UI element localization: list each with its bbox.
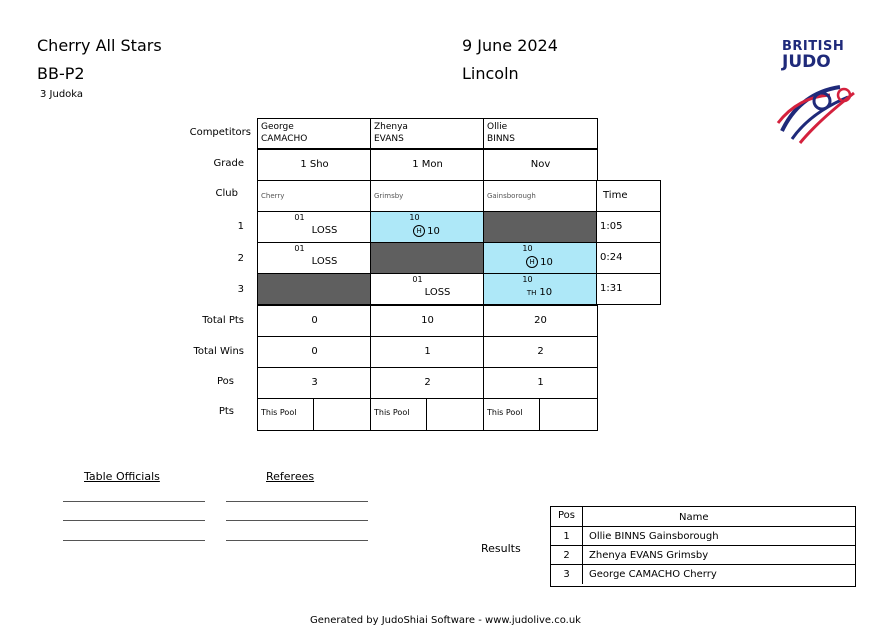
time-header-cell bbox=[596, 180, 661, 212]
match-score: 10 bbox=[522, 244, 533, 253]
referees-heading: Referees bbox=[266, 470, 315, 483]
this-pool-label: This Pool bbox=[487, 408, 523, 417]
results-pos: 2 bbox=[551, 546, 583, 565]
total-pts-value: 10 bbox=[421, 315, 434, 326]
match-time-cell bbox=[596, 211, 661, 243]
pool-sheet-grid bbox=[257, 118, 661, 431]
match-result: LOSS bbox=[424, 287, 451, 298]
label-total-pts: Total Pts bbox=[202, 315, 244, 326]
signature-line bbox=[226, 540, 368, 541]
table-officials-heading: Table Officials bbox=[84, 470, 160, 483]
match-cell bbox=[257, 242, 372, 274]
match-time-cell bbox=[596, 242, 661, 274]
this-pool-label: This Pool bbox=[374, 408, 410, 417]
label-pts: Pts bbox=[218, 406, 234, 417]
pool-pts-cell bbox=[539, 398, 598, 431]
grade-cell bbox=[370, 149, 485, 181]
match-score: 01 bbox=[294, 213, 305, 222]
results-name: George CAMACHO Cherry bbox=[589, 569, 717, 580]
total-wins-cell bbox=[257, 336, 372, 368]
total-wins-cell bbox=[483, 336, 598, 368]
label-competitors: Competitors bbox=[189, 127, 251, 138]
club-cell bbox=[370, 180, 485, 212]
logo-text-judo: JUDO bbox=[782, 52, 831, 72]
total-wins-value: 1 bbox=[424, 346, 431, 357]
label-pos: Pos bbox=[216, 376, 234, 387]
grade-value: 1 Mon bbox=[412, 159, 443, 170]
signature-line bbox=[63, 501, 205, 502]
results-pos-header: Pos bbox=[551, 507, 583, 526]
signature-line bbox=[226, 501, 368, 502]
competitor-last-name: EVANS bbox=[374, 134, 404, 144]
competitor-first-name: Ollie bbox=[487, 122, 508, 132]
results-name: Zhenya EVANS Grimsby bbox=[589, 550, 709, 561]
pool-pts-cell bbox=[313, 398, 372, 431]
total-pts-value: 0 bbox=[311, 315, 318, 326]
hansoku-make-badge: H bbox=[526, 256, 538, 268]
results-pos: 3 bbox=[551, 565, 583, 584]
competitor-cell bbox=[483, 118, 598, 149]
grade-cell bbox=[257, 149, 372, 181]
label-club: Club bbox=[215, 188, 238, 199]
club-value: Gainsborough bbox=[487, 192, 536, 200]
event-date: 9 June 2024 bbox=[462, 36, 558, 55]
logo-text-british: BRITISH bbox=[782, 39, 845, 54]
competitor-cell bbox=[370, 118, 485, 149]
club-value: Grimsby bbox=[374, 192, 404, 200]
pos-value: 3 bbox=[311, 377, 318, 388]
signature-line bbox=[63, 520, 205, 521]
event-name: Cherry All Stars bbox=[37, 36, 162, 55]
results-pos: 1 bbox=[551, 527, 583, 546]
pos-cell bbox=[257, 367, 372, 399]
label-match-3: 3 bbox=[237, 284, 244, 295]
match-result: 10 bbox=[539, 287, 553, 298]
results-row bbox=[551, 526, 855, 546]
match-cell-win bbox=[483, 273, 598, 305]
this-pool-cell bbox=[370, 398, 428, 431]
competitor-first-name: Zhenya bbox=[374, 122, 408, 132]
total-pts-cell bbox=[483, 305, 598, 337]
match-result: LOSS bbox=[311, 225, 338, 236]
match-cell-win bbox=[370, 211, 485, 243]
match-score: 01 bbox=[412, 275, 423, 284]
match-result: 10 bbox=[540, 257, 553, 268]
results-row bbox=[551, 564, 855, 584]
results-label: Results bbox=[481, 542, 521, 555]
match-score: 10 bbox=[409, 213, 420, 222]
competitor-last-name: BINNS bbox=[487, 134, 516, 144]
technique-badge: TH bbox=[526, 289, 537, 297]
match-result: LOSS bbox=[311, 256, 338, 267]
total-wins-cell bbox=[370, 336, 485, 368]
results-name-header: Name bbox=[679, 512, 709, 523]
signature-line bbox=[63, 540, 205, 541]
pos-value: 2 bbox=[424, 377, 431, 388]
footer-credit: Generated by JudoShiai Software - www.judolive.co.uk bbox=[310, 615, 581, 626]
match-cell-win bbox=[483, 242, 598, 274]
pool-pts-cell bbox=[426, 398, 485, 431]
signature-line bbox=[226, 520, 368, 521]
pos-value: 1 bbox=[537, 377, 544, 388]
event-location: Lincoln bbox=[462, 64, 519, 83]
total-wins-value: 0 bbox=[311, 346, 318, 357]
results-name: Ollie BINNS Gainsborough bbox=[589, 531, 719, 542]
match-result: 10 bbox=[427, 226, 440, 237]
competitor-cell bbox=[257, 118, 372, 149]
pos-cell bbox=[483, 367, 598, 399]
label-match-1: 1 bbox=[237, 221, 244, 232]
label-match-2: 2 bbox=[237, 253, 244, 264]
total-pts-cell bbox=[370, 305, 485, 337]
match-time: 1:31 bbox=[600, 283, 623, 294]
club-cell bbox=[257, 180, 372, 212]
match-time: 1:05 bbox=[600, 221, 623, 232]
judoka-figure-icon bbox=[770, 73, 860, 153]
results-table bbox=[550, 506, 856, 587]
time-header: Time bbox=[603, 190, 628, 201]
total-wins-value: 2 bbox=[537, 346, 544, 357]
competitor-last-name: CAMACHO bbox=[261, 134, 308, 144]
club-cell bbox=[483, 180, 598, 212]
competitor-first-name: George bbox=[261, 122, 294, 132]
grade-cell bbox=[483, 149, 598, 181]
match-time: 0:24 bbox=[600, 252, 623, 263]
grade-value: Nov bbox=[530, 159, 551, 170]
label-total-wins: Total Wins bbox=[193, 346, 244, 357]
this-pool-cell bbox=[257, 398, 315, 431]
category-name: BB-P2 bbox=[37, 64, 85, 83]
judoka-count: 3 Judoka bbox=[40, 89, 84, 100]
hansoku-make-badge: H bbox=[413, 225, 425, 237]
total-pts-value: 20 bbox=[534, 315, 547, 326]
results-row bbox=[551, 545, 855, 565]
this-pool-label: This Pool bbox=[261, 408, 297, 417]
total-pts-cell bbox=[257, 305, 372, 337]
pos-cell bbox=[370, 367, 485, 399]
blocked-cell bbox=[483, 211, 598, 243]
label-grade: Grade bbox=[213, 158, 244, 169]
british-judo-logo bbox=[770, 37, 860, 147]
match-score: 01 bbox=[294, 244, 305, 253]
grade-value: 1 Sho bbox=[300, 159, 329, 170]
match-time-cell bbox=[596, 273, 661, 305]
club-value: Cherry bbox=[261, 192, 285, 200]
results-header-row bbox=[551, 507, 855, 526]
match-score: 10 bbox=[522, 275, 533, 284]
this-pool-cell bbox=[483, 398, 541, 431]
